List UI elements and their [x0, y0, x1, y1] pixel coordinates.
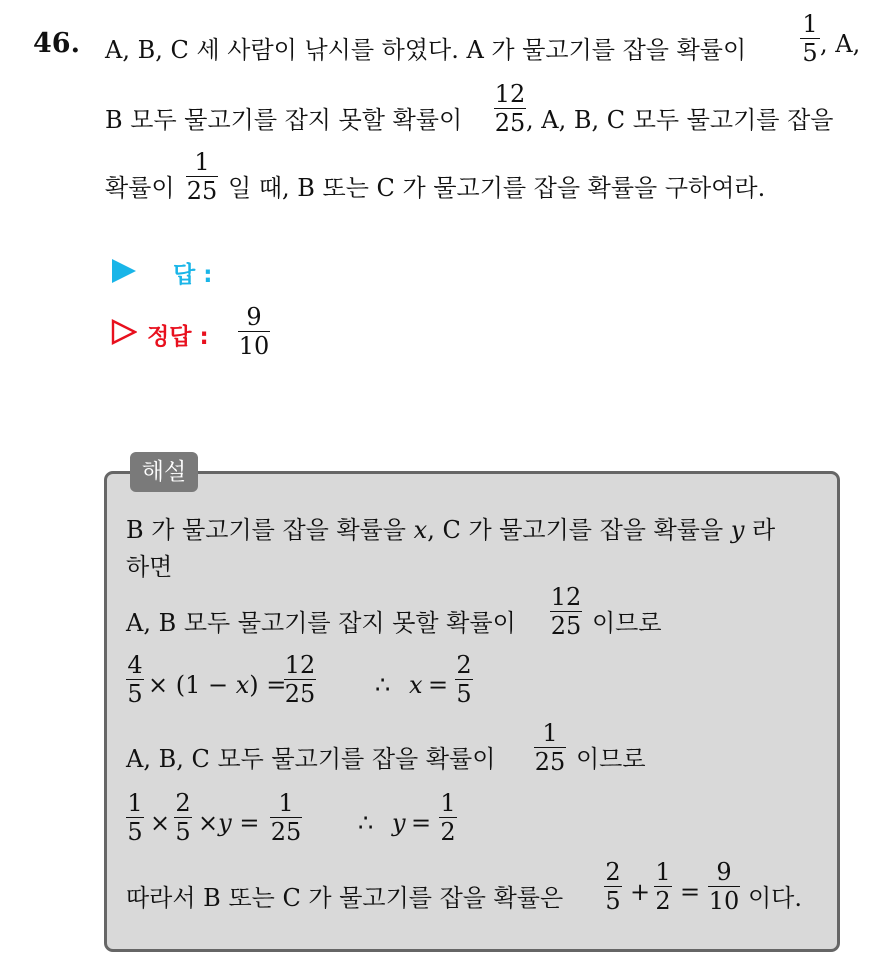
solution-line-2: 하면 — [126, 553, 173, 581]
eq1-middle: × (1 − x) = — [148, 671, 287, 699]
solution-tag: 해설 — [130, 452, 198, 492]
l7-plus: + — [630, 878, 651, 906]
eq2-variable-y: y — [392, 809, 406, 837]
eq2-result-fraction: 1 2 — [440, 789, 456, 847]
eq1-therefore: ∴ — [375, 671, 391, 699]
solution-fraction-1-25: 1 25 — [534, 719, 566, 777]
eq1-fraction-4-5: 4 5 — [127, 651, 143, 709]
question-line-3-tail: 일 때, B 또는 C 가 물고기를 잡을 확률을 구하여라. — [228, 174, 766, 202]
question-fraction-3: 1 25 — [186, 148, 218, 206]
l7-fraction-1-2: 1 2 — [655, 858, 671, 916]
solution-line-5: A, B, C 모두 물고기를 잡을 확률이 — [126, 745, 496, 773]
eq2-fraction-1-5: 1 5 — [127, 789, 143, 847]
solution-line-1: B 가 물고기를 잡을 확률을 x, C 가 물고기를 잡을 확률을 y 라 — [126, 516, 776, 544]
solution-line-3: A, B 모두 물고기를 잡지 못할 확률이 — [126, 609, 516, 637]
question-fraction-2: 12 25 — [494, 80, 526, 138]
question-line-1: A, B, C 세 사람이 낚시를 하였다. A 가 물고기를 잡을 확률이 — [105, 36, 747, 64]
eq2-therefore: ∴ — [358, 809, 374, 837]
l7-tail: 이다. — [748, 884, 802, 912]
eq2-equals: = — [411, 809, 432, 837]
question-line-2-tail: , A, B, C 모두 물고기를 잡을 — [526, 106, 834, 134]
eq2-fraction-1-25: 1 25 — [270, 789, 302, 847]
correct-answer-label: 정답 : — [147, 324, 209, 350]
eq1-equals: = — [428, 671, 449, 699]
answer-play-icon — [111, 258, 137, 284]
l7-fraction-2-5: 2 5 — [605, 858, 621, 916]
solution-line-7: 따라서 B 또는 C 가 물고기를 잡을 확률은 — [126, 884, 564, 912]
eq1-result-fraction: 2 5 — [456, 651, 472, 709]
question-line-1-tail: , A, — [820, 30, 861, 58]
eq1-fraction-12-25: 12 25 — [284, 651, 316, 709]
answer-label: 답 : — [173, 262, 213, 288]
question-fraction-1: 1 5 — [800, 12, 820, 66]
solution-line-3-tail: 이므로 — [592, 609, 662, 637]
question-line-2: B 모두 물고기를 잡지 못할 확률이 — [105, 106, 463, 134]
eq2-times-1: × — [150, 809, 171, 837]
correct-answer-outline-icon — [111, 319, 137, 345]
eq1-variable-x: x — [409, 671, 423, 699]
question-line-3-head: 확률이 — [105, 174, 175, 202]
l7-fraction-9-10: 9 10 — [708, 858, 740, 916]
eq2-fraction-2-5: 2 5 — [175, 789, 191, 847]
question-number: 46. — [33, 28, 80, 59]
eq2-times-y: ×y = — [198, 809, 260, 837]
solution-fraction-12-25: 12 25 — [550, 583, 582, 641]
correct-answer-fraction: 9 10 — [238, 303, 270, 361]
solution-line-5-tail: 이므로 — [576, 745, 646, 773]
l7-equals: = — [680, 878, 701, 906]
